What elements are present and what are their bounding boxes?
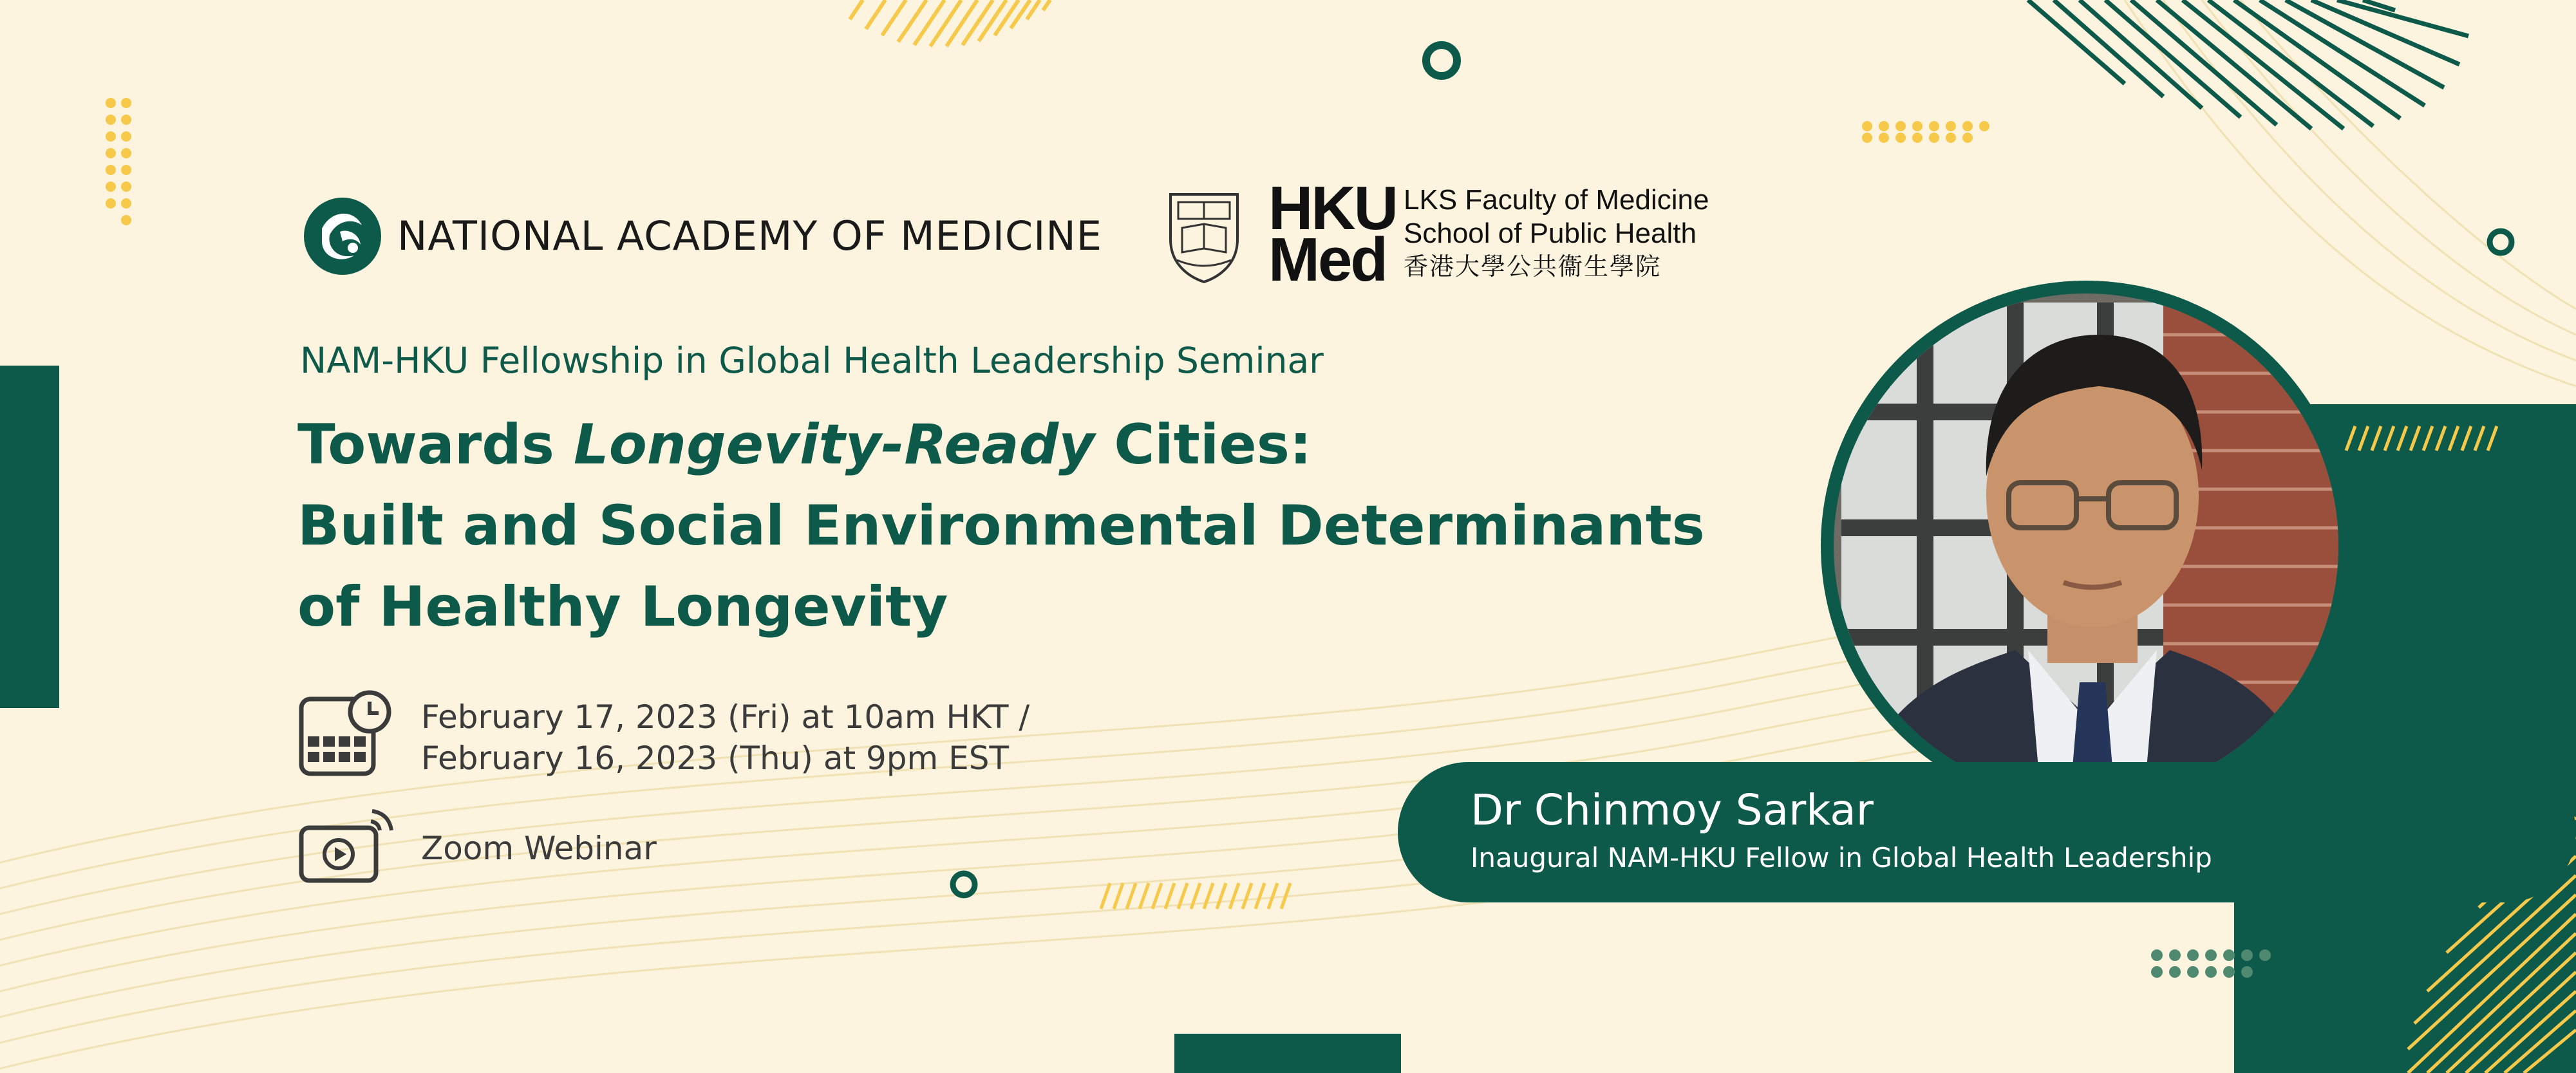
calendar-clock-icon bbox=[299, 690, 394, 780]
speaker-name: Dr Chinmoy Sarkar bbox=[1471, 785, 1874, 835]
ring-decor-right bbox=[2490, 231, 2512, 253]
speaker-role: Inaugural NAM-HKU Fellow in Global Health Leadership bbox=[1471, 842, 2212, 873]
seminar-series: NAM-HKU Fellowship in Global Health Leadership Seminar bbox=[300, 340, 1324, 381]
title-line-1: Towards Longevity-Ready Cities: bbox=[297, 413, 1312, 477]
left-accent-bar bbox=[0, 366, 59, 708]
ring-decor-top bbox=[1426, 45, 1457, 76]
speaker-photo bbox=[1834, 294, 2338, 798]
date-hkt: February 17, 2023 (Fri) at 10am HKT / bbox=[421, 698, 1030, 736]
yellow-hatch-top bbox=[850, 0, 1050, 46]
nam-logo bbox=[303, 196, 382, 276]
yellow-dots-left bbox=[106, 98, 131, 225]
title-line-2: Built and Social Environmental Determinants bbox=[297, 494, 1705, 558]
hku-faculty-line: LKS Faculty of Medicine bbox=[1404, 184, 1709, 216]
video-broadcast-icon bbox=[299, 807, 395, 884]
yellow-dots-right bbox=[1862, 121, 1989, 143]
yellow-hatch-small bbox=[1101, 883, 1290, 909]
event-format: Zoom Webinar bbox=[421, 830, 657, 867]
hku-school-line: School of Public Health bbox=[1404, 218, 1697, 249]
bottom-accent-block bbox=[1174, 1034, 1401, 1073]
nam-emblem-icon bbox=[303, 196, 382, 276]
hku-wordmark-top: HKU bbox=[1268, 174, 1396, 243]
hku-crest bbox=[1165, 188, 1243, 283]
event-title bbox=[297, 404, 1705, 648]
hku-wordmark-bottom: Med bbox=[1268, 225, 1386, 294]
ring-decor-bottom bbox=[953, 873, 975, 895]
hku-crest-icon bbox=[1165, 188, 1243, 283]
calendar-icon bbox=[299, 690, 394, 780]
date-est: February 16, 2023 (Thu) at 9pm EST bbox=[421, 740, 1009, 777]
event-date bbox=[421, 696, 1029, 779]
title-line-3: of Healthy Longevity bbox=[297, 575, 948, 639]
nam-logo-text: NATIONAL ACADEMY OF MEDICINE bbox=[397, 212, 1102, 259]
webinar-icon bbox=[299, 807, 395, 884]
hku-chinese-line: 香港大學公共衞生學院 bbox=[1404, 254, 1662, 281]
